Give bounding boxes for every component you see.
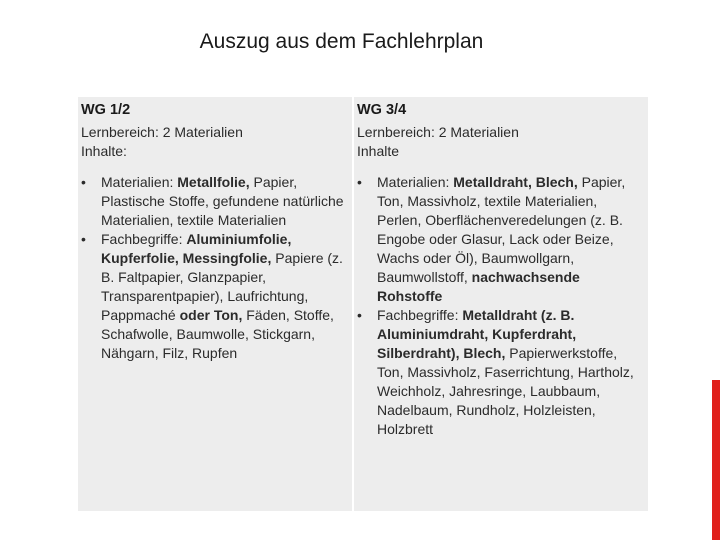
text-segment: Papier, Ton, Massivholz, textile Materialien, Perlen, Oberflächenveredelungen (z. B. Engobe oder Glasur, Lack oder Beize, Wachs oder Öl), Baumwollgarn, Baumwollstoff, xyxy=(377,174,626,285)
text-segment: Materialien: xyxy=(377,174,454,190)
inhalte-label: Inhalte: xyxy=(81,143,127,159)
bullet-icon: • xyxy=(81,231,86,247)
bold-text: Metallfolie, xyxy=(177,174,250,190)
list-item xyxy=(81,173,348,230)
content-list xyxy=(81,173,348,363)
column-title: WG 1/2 xyxy=(81,102,131,118)
list-item xyxy=(357,306,644,439)
bold-text: oder Ton, xyxy=(179,307,243,323)
text-segment: Fachbegriffe: xyxy=(101,231,187,247)
content-list xyxy=(357,173,644,439)
text-segment: Materialien: xyxy=(101,174,178,190)
text-segment: Papier, Plastische Stoffe, gefundene natürliche Materialien, textile Materialien xyxy=(101,174,344,228)
lernbereich-label: Lernbereich: 2 Materialien xyxy=(81,124,243,140)
bold-text: Metalldraht, Blech, xyxy=(453,174,578,190)
list-item xyxy=(81,230,348,363)
text-segment: Papierwerkstoffe, Ton, Massivholz, Faserrichtung, Hartholz, Weichholz, Jahresringe, Laubbaum, Nadelbaum, Rundholz, Holzleisten, Holzbrett xyxy=(377,345,634,437)
inhalte-label: Inhalte xyxy=(357,143,400,159)
bullet-icon: • xyxy=(81,174,86,190)
list-item xyxy=(357,173,644,306)
column-title: WG 3/4 xyxy=(357,102,407,118)
bullet-icon: • xyxy=(357,174,362,190)
bold-text: Metalldraht (z. B. Aluminiumdraht, Kupferdraht, Silberdraht), Blech, xyxy=(377,307,577,361)
bullet-icon: • xyxy=(357,307,362,323)
column-wg-3-4 xyxy=(354,95,648,511)
bold-text: Aluminiumfolie, Kupferfolie, Messingfolie, xyxy=(101,231,292,266)
accent-bar xyxy=(712,380,720,540)
text-segment: Fäden, Stoffe, Schafwolle, Baumwolle, Stickgarn, Nähgarn, Filz, Rupfen xyxy=(101,307,334,361)
curriculum-table xyxy=(78,95,648,511)
bold-text: nachwachsende Rohstoffe xyxy=(377,269,580,304)
text-segment: Papiere (z. B. Faltpapier, Glanzpapier, Transparentpapier), Laufrichtung, Pappmaché xyxy=(101,250,343,323)
column-wg-1-2 xyxy=(78,95,352,511)
text-segment: Fachbegriffe: xyxy=(377,307,463,323)
page-title: Auszug aus dem Fachlehrplan xyxy=(199,30,484,53)
lernbereich-label: Lernbereich: 2 Materialien xyxy=(357,124,519,140)
